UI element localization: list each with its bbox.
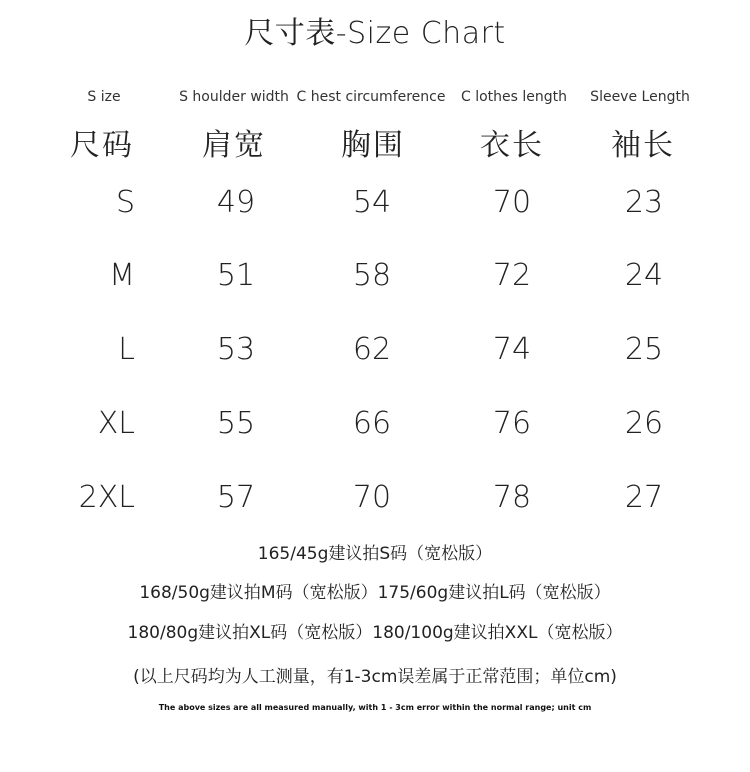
- table-cell-shoulder: 55: [216, 406, 256, 441]
- header-sleeve-en: Sleeve Length: [590, 89, 690, 105]
- table-cell-length: 74: [492, 332, 532, 367]
- size-recommendation-3: 180/80g建议拍XL码（宽松版）180/100g建议拍XXL（宽松版）: [127, 623, 623, 643]
- table-cell-sleeve: 26: [624, 406, 664, 441]
- header-shoulder-cn: 肩宽: [202, 128, 266, 163]
- header-size-en: S ize: [87, 89, 121, 105]
- table-cell-size: 2XL: [78, 480, 135, 515]
- header-sleeve-cn: 袖长: [611, 128, 675, 163]
- page-title: 尺寸表-Size Chart: [244, 16, 506, 51]
- table-cell-shoulder: 49: [216, 185, 256, 220]
- header-shoulder-en: S houlder width: [179, 89, 289, 105]
- table-cell-chest: 70: [352, 480, 392, 515]
- table-cell-sleeve: 27: [624, 480, 664, 515]
- table-cell-size: XL: [97, 406, 135, 441]
- table-cell-shoulder: 53: [216, 332, 256, 367]
- table-cell-sleeve: 23: [624, 185, 664, 220]
- header-chest-en: C hest circumference: [296, 89, 446, 105]
- header-length-en: C lothes length: [460, 89, 568, 105]
- measurement-note-cn: (以上尺码均为人工测量，有1-3cm误差属于正常范围；单位cm): [133, 667, 617, 687]
- table-cell-length: 72: [492, 258, 532, 293]
- table-cell-shoulder: 51: [216, 258, 256, 293]
- table-cell-size: M: [109, 258, 135, 293]
- header-chest-cn: 胸围: [341, 128, 405, 163]
- header-length-cn: 衣长: [480, 128, 544, 163]
- table-cell-size: L: [118, 332, 135, 367]
- table-cell-chest: 58: [352, 258, 392, 293]
- table-cell-sleeve: 25: [624, 332, 664, 367]
- table-cell-chest: 62: [352, 332, 392, 367]
- table-cell-length: 76: [492, 406, 532, 441]
- size-recommendation-1: 165/45g建议拍S码（宽松版）: [257, 544, 493, 564]
- table-cell-sleeve: 24: [624, 258, 664, 293]
- table-cell-chest: 54: [352, 185, 392, 220]
- size-recommendation-2: 168/50g建议拍M码（宽松版）175/60g建议拍L码（宽松版）: [139, 583, 611, 603]
- table-cell-shoulder: 57: [216, 480, 256, 515]
- table-cell-length: 70: [492, 185, 532, 220]
- table-cell-size: S: [115, 185, 135, 220]
- table-cell-chest: 66: [352, 406, 392, 441]
- header-size-cn: 尺码: [70, 128, 134, 163]
- table-cell-length: 78: [492, 480, 532, 515]
- measurement-note-en: The above sizes are all measured manually, with 1 - 3cm error within the normal range; unit cm: [158, 703, 592, 712]
